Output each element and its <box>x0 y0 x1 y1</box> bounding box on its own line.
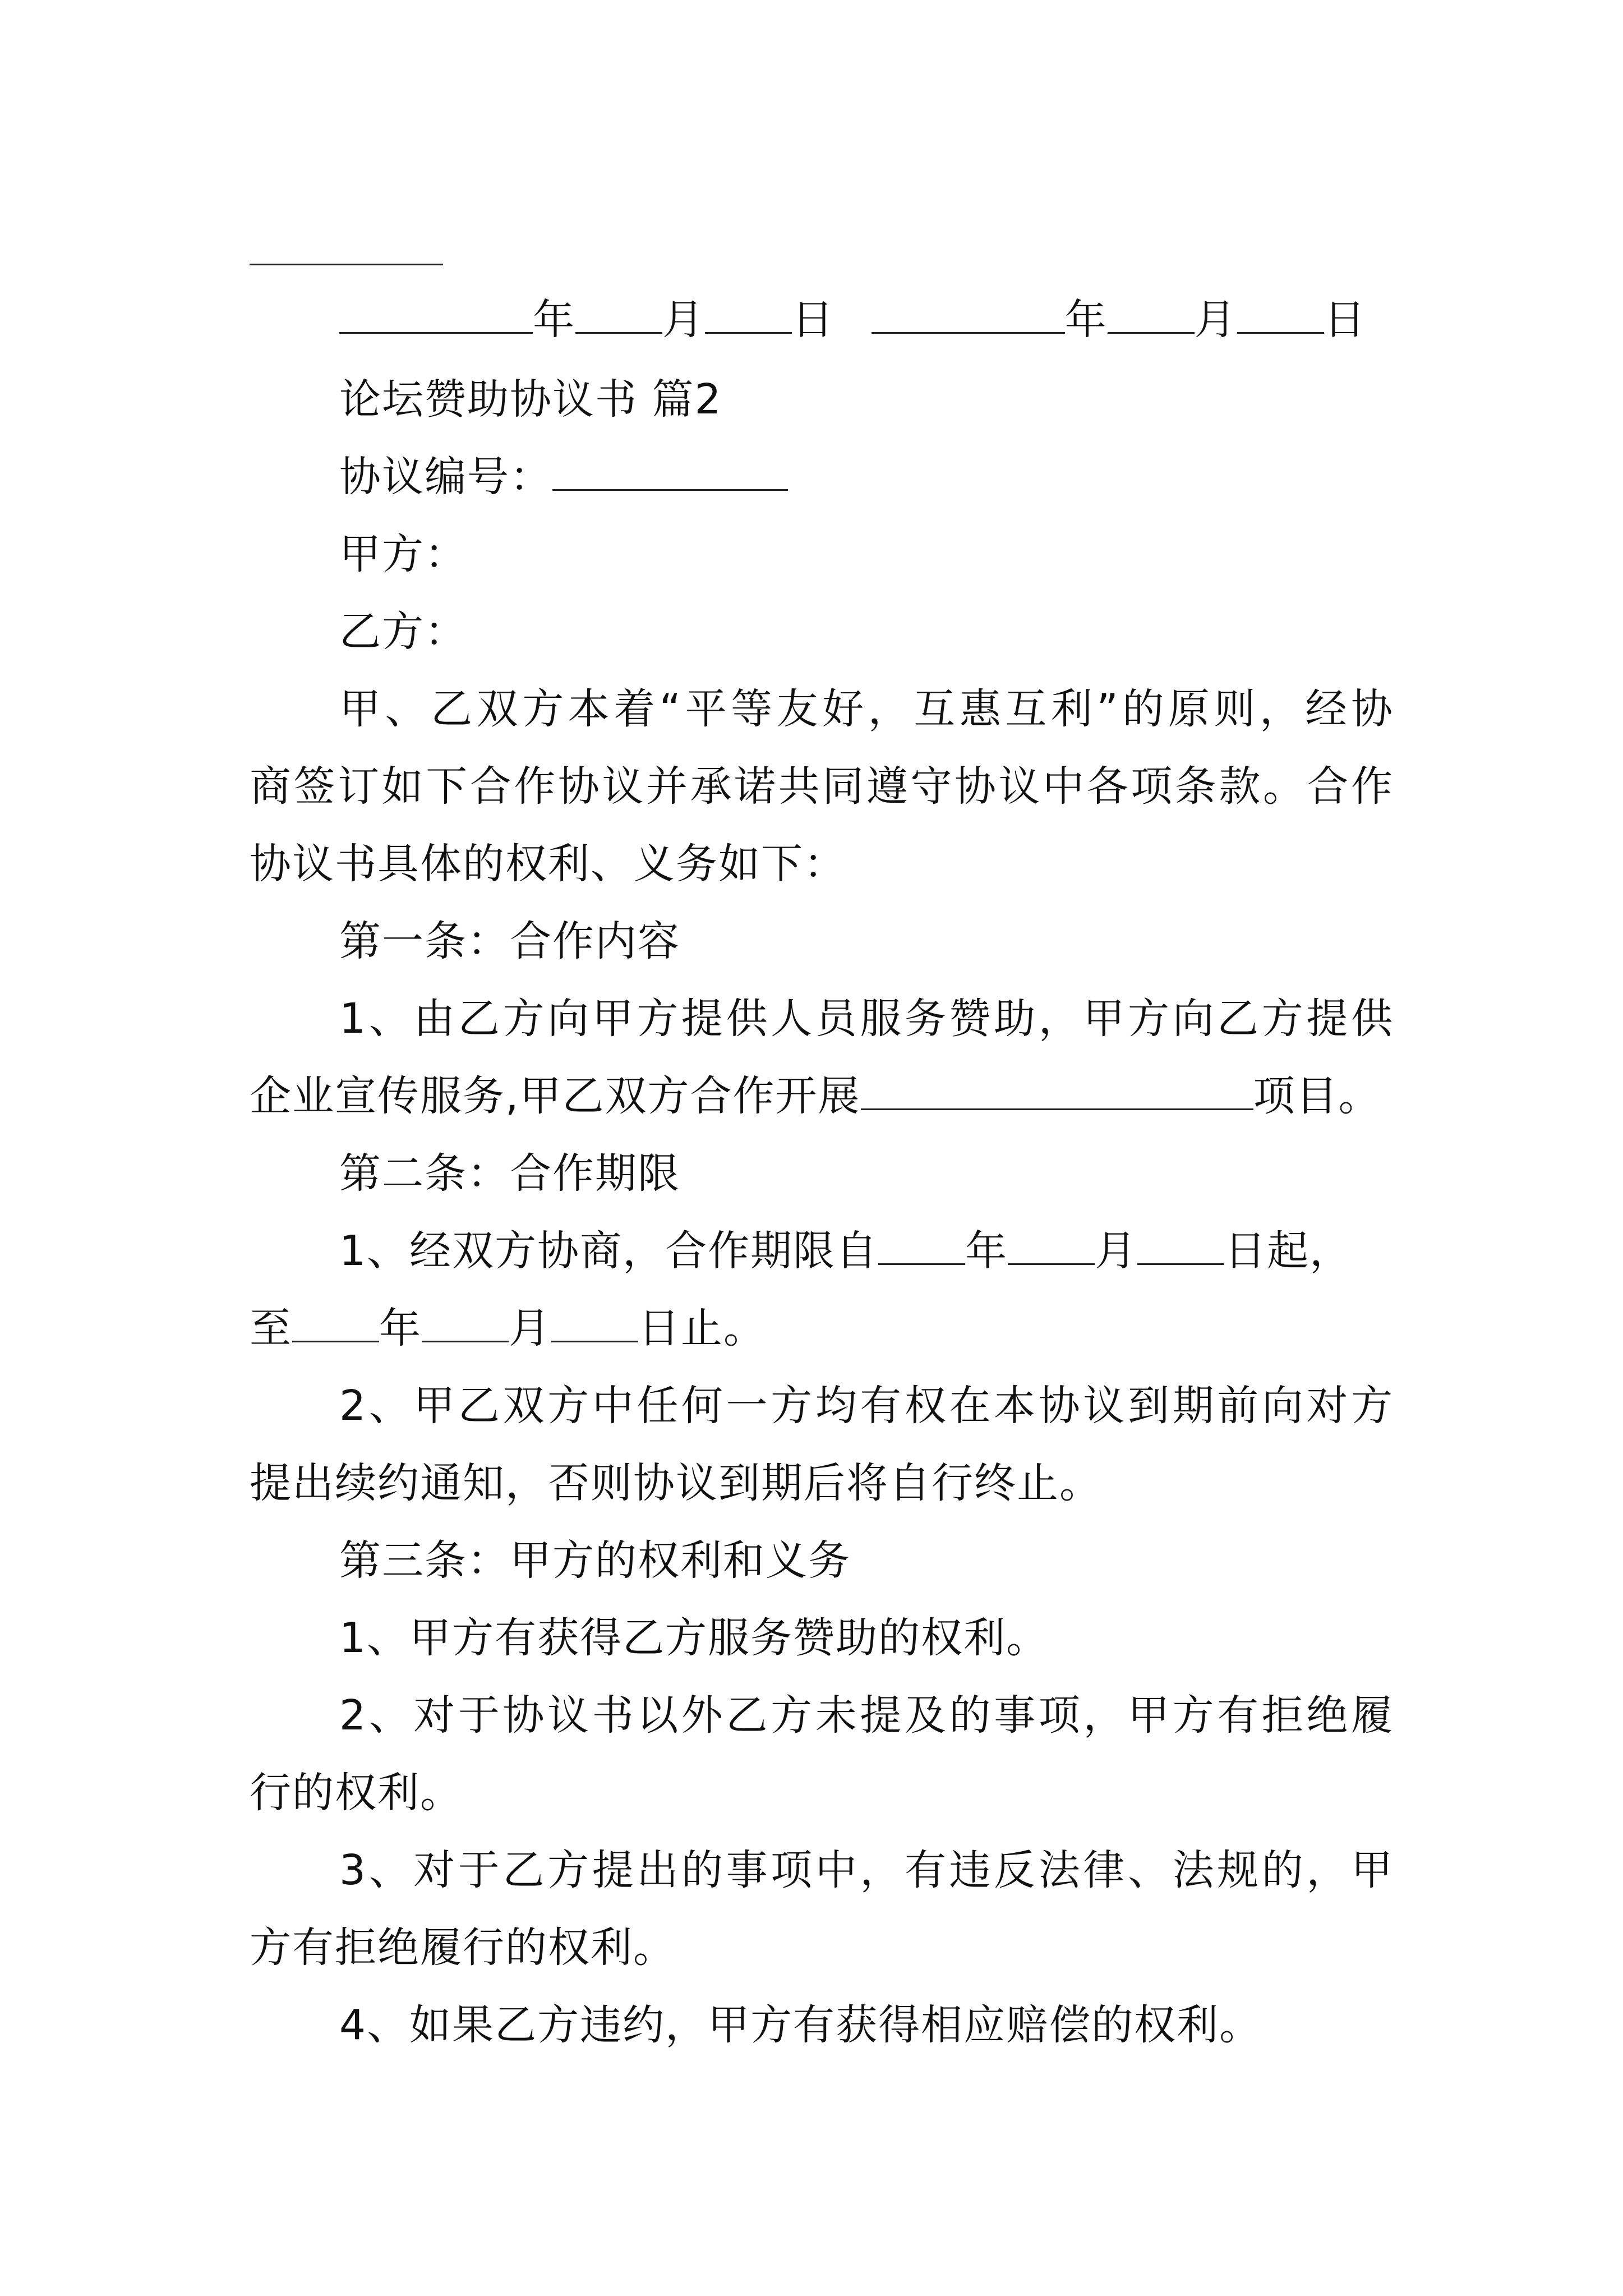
term-start-month-label: 月 <box>1095 1227 1138 1275</box>
date-blank-year-b <box>872 297 1065 334</box>
article-3-item-1: 1、甲方有获得乙方服务赞助的权利。 <box>339 1614 1049 1662</box>
signature-underline <box>250 264 443 265</box>
article-3-item-4: 4、如果乙方违约，甲方有获得相应赔偿的权利。 <box>339 2001 1262 2049</box>
project-prefix: 企业宣传服务,甲乙双方合作开展 <box>250 1072 861 1120</box>
article-2-item-1-line-2 <box>250 1306 1394 1351</box>
article-2-item-1-line-1 <box>339 1228 1394 1273</box>
term-end-month-label: 月 <box>509 1304 551 1352</box>
term-end-prefix: 至 <box>250 1304 292 1352</box>
term-prefix: 1、经双方协商，合作期限自 <box>339 1227 879 1275</box>
date-blank-day-b <box>1237 297 1324 334</box>
term-start-day-label: 日起， <box>1224 1227 1353 1275</box>
party-b-label: 乙方： <box>339 608 467 656</box>
date-blank-month-a <box>575 297 662 334</box>
article-3-item-3-line-1: 3、对于乙方提出的事项中，有违反法律、法规的，甲 <box>339 1846 1394 1894</box>
date-year-label-b: 年 <box>1064 296 1108 344</box>
term-end-year-blank <box>292 1306 379 1342</box>
term-end-month-blank <box>422 1306 509 1342</box>
article-3-item-3-line-2: 方有拒绝履行的权利。 <box>250 1924 676 1972</box>
date-blank-year-a <box>339 297 533 334</box>
agreement-number-row <box>339 454 1394 499</box>
article-1-item-1-line-2 <box>250 1074 1394 1119</box>
project-suffix: 项目。 <box>1253 1072 1381 1120</box>
term-start-day-blank <box>1137 1228 1224 1265</box>
date-month-label-a: 月 <box>662 296 705 344</box>
agreement-number-label: 协议编号： <box>339 453 552 501</box>
date-blank-month-b <box>1108 297 1195 334</box>
preamble-line-2: 商签订如下合作协议并承诺共同遵守协议中各项条款。合作 <box>250 762 1394 811</box>
preamble-line-1: 甲、乙双方本着“平等友好，互惠互利”的原则，经协 <box>339 685 1394 733</box>
article-2-item-2-line-1: 2、甲乙双方中任何一方均有权在本协议到期前向对方 <box>339 1382 1394 1430</box>
term-end-day-label: 日止。 <box>638 1304 766 1352</box>
term-end-day-blank <box>551 1306 638 1342</box>
date-row <box>339 297 1394 342</box>
article-3-title: 第三条：甲方的权利和义务 <box>339 1536 851 1585</box>
article-3-item-2-line-1: 2、对于协议书以外乙方未提及的事项，甲方有拒绝履 <box>339 1691 1394 1740</box>
agreement-number-blank <box>552 454 788 491</box>
date-day-label-a: 日 <box>792 296 834 344</box>
term-end-year-label: 年 <box>379 1304 422 1352</box>
term-start-month-blank <box>1008 1228 1095 1265</box>
article-2-title: 第二条：合作期限 <box>339 1149 680 1198</box>
article-1-item-1-line-1: 1、由乙方向甲方提供人员服务赞助，甲方向乙方提供 <box>339 995 1394 1043</box>
article-2-item-2-line-2: 提出续约通知，否则协议到期后将自行终止。 <box>250 1459 1102 1507</box>
date-year-label-a: 年 <box>533 296 575 344</box>
section-heading: 论坛赞助协议书 篇2 <box>339 375 722 424</box>
term-start-year-label: 年 <box>965 1227 1008 1275</box>
project-blank <box>861 1074 1253 1110</box>
preamble-line-3: 协议书具体的权利、义务如下： <box>250 840 846 888</box>
article-1-title: 第一条：合作内容 <box>339 917 680 965</box>
term-start-year-blank <box>878 1228 965 1265</box>
article-3-item-2-line-2: 行的权利。 <box>250 1769 463 1817</box>
party-a-label: 甲方： <box>339 530 467 578</box>
date-blank-day-a <box>705 297 792 334</box>
date-month-label-b: 月 <box>1194 296 1237 344</box>
date-day-label-b: 日 <box>1324 296 1367 344</box>
